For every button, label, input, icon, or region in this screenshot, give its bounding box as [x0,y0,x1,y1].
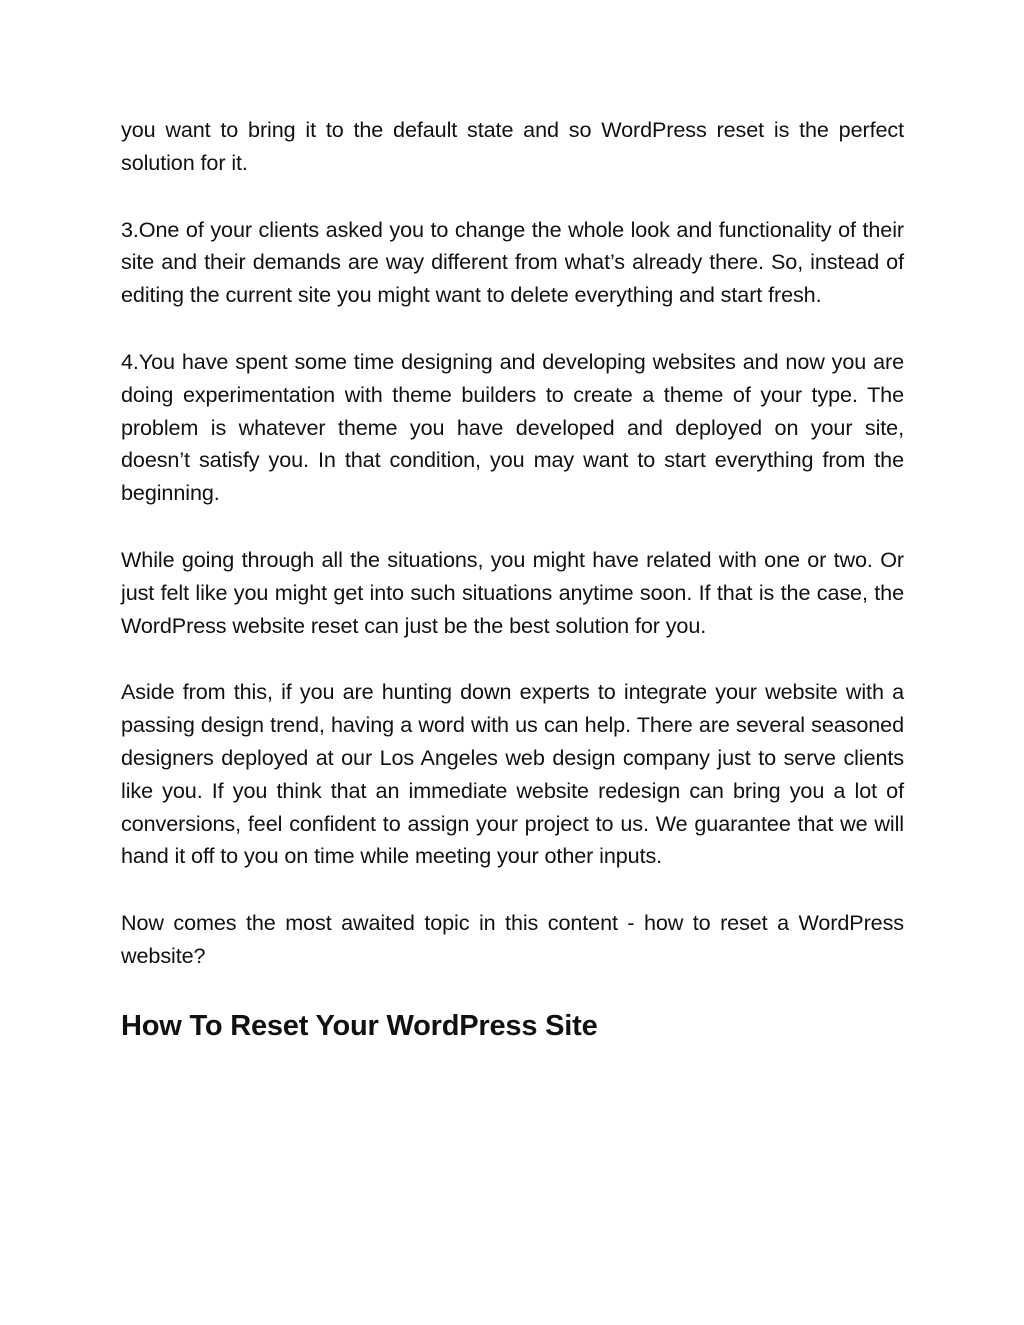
paragraph-situations: While going through all the situations, you might have related with one or two. Or just felt like you might get into such situations anytime soon. If that is the case, the WordPress website reset can just be the best solution for you. [121,546,904,638]
section-heading: How To Reset Your WordPress Site [121,1009,598,1042]
paragraph-awaited-topic: Now comes the most awaited topic in this content - how to reset a WordPress website? [121,910,904,968]
paragraph-reset-intro: you want to bring it to the default state and so WordPress reset is the perfect solution for it. [121,117,904,175]
paragraph-point-3: 3.One of your clients asked you to change the whole look and functionality of their site and their demands are way different from what’s already there. So, instead of editing the current site you might want to delete everything and start fresh. [121,216,904,308]
paragraph-experts: Aside from this, if you are hunting down experts to integrate your website with a passing design trend, having a word with us can help. There are several seasoned designers deployed at our Los Angeles web design company just to serve clients like you. If you think that an immediate website redesign can bring you a lot of conversions, feel confident to assign your project to us. We guarantee that we will hand it off to you on time while meeting your other inputs. [121,679,904,869]
paragraph-point-4: 4.You have spent some time designing and developing websites and now you are doing experimentation with theme builders to create a theme of your type. The problem is whatever theme you have developed and deployed on your site, doesn’t satisfy you. In that condition, you may want to start everything from the beginning. [121,348,904,506]
document-page [121,114,904,1045]
